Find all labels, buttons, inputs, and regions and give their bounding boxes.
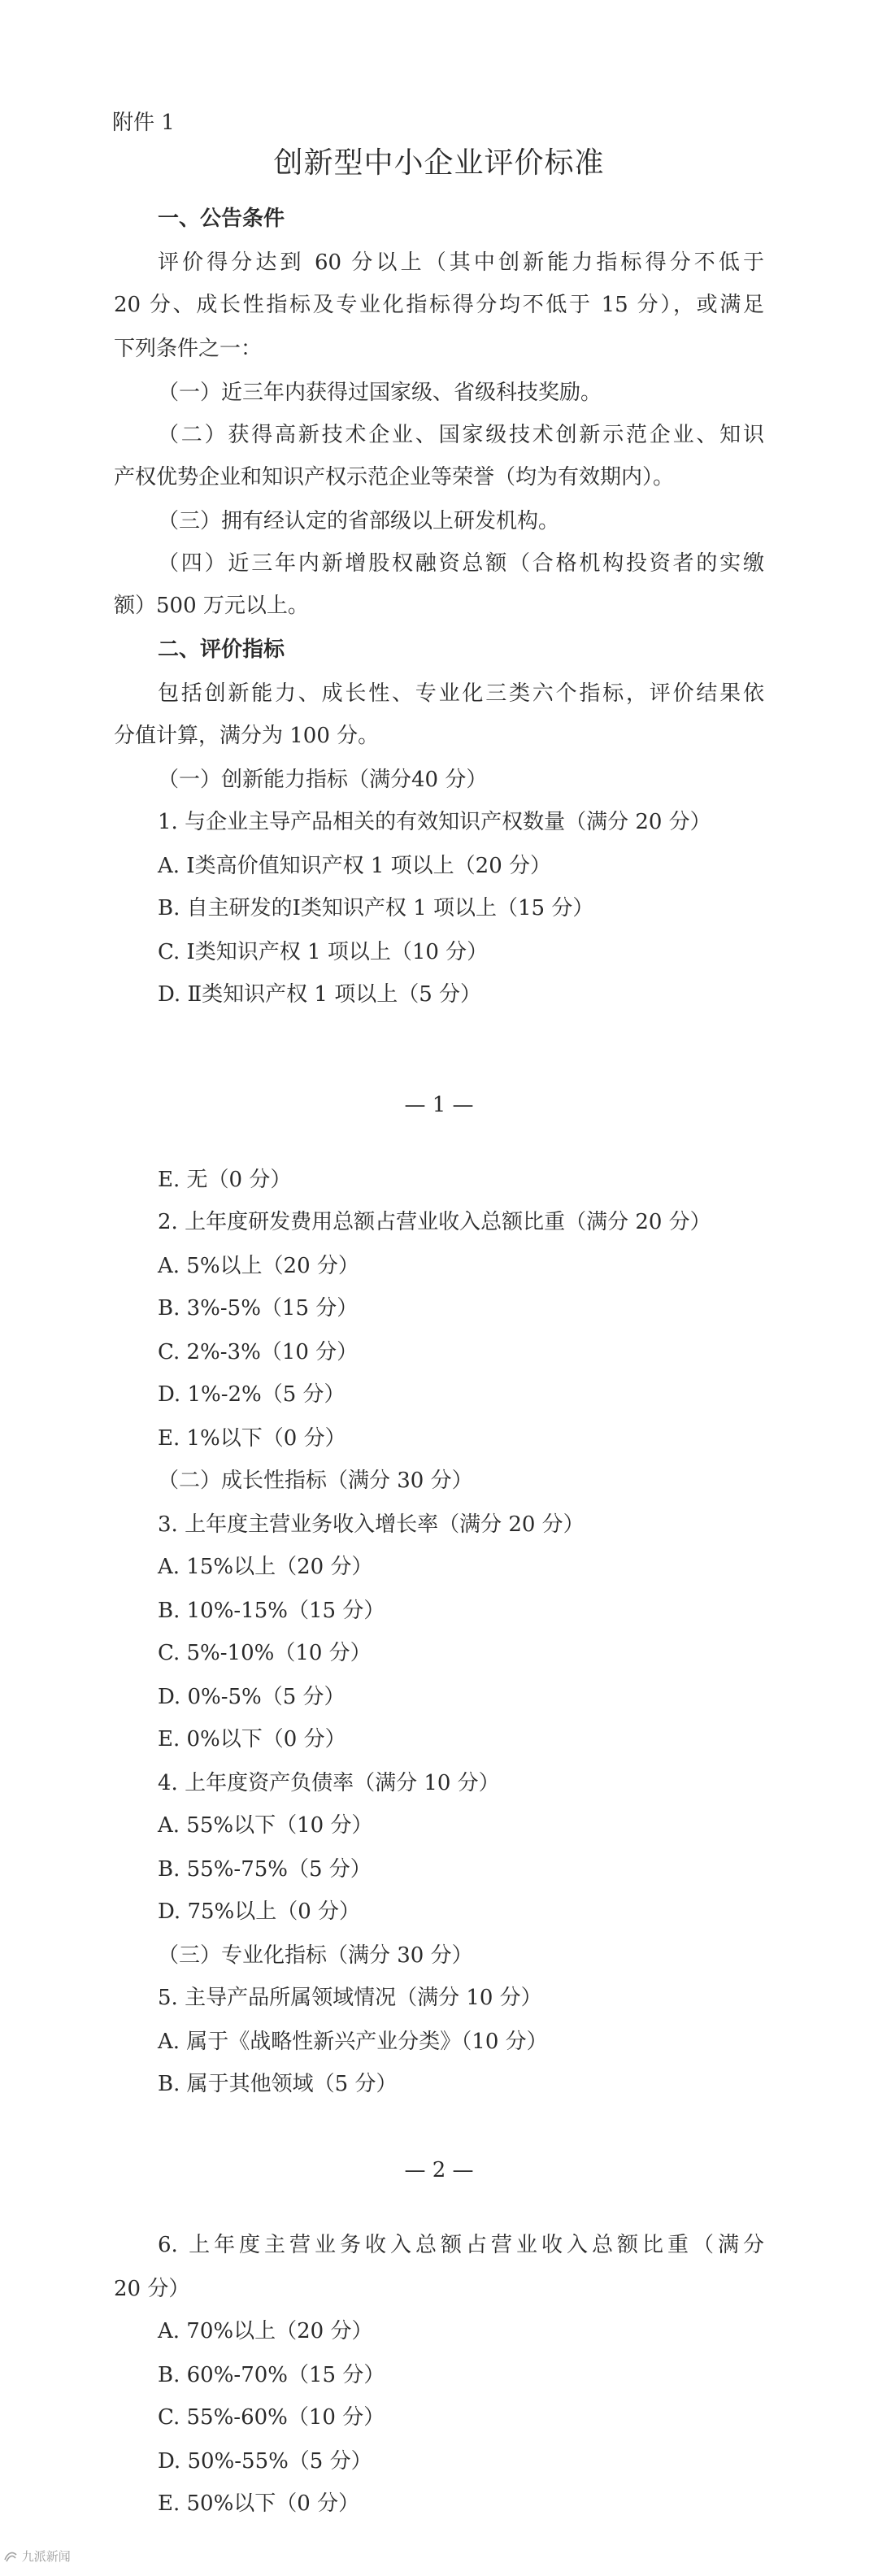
indicator-option: E. 无（0 分） <box>158 1168 292 1192</box>
indicator-option: C. 2%-3%（10 分） <box>158 1340 359 1364</box>
indicator-4-title: 4. 上年度资产负债率（满分 10 分） <box>158 1771 500 1795</box>
swirl-icon <box>3 2550 18 2563</box>
indicator-2-title: 2. 上年度研发费用总额占营业收入总额比重（满分 20 分） <box>158 1210 711 1234</box>
watermark-logo <box>3 2548 71 2565</box>
indicator-3-title: 3. 上年度主营业务收入增长率（满分 20 分） <box>158 1512 585 1537</box>
indicator-option: A. 70%以上（20 分） <box>158 2319 373 2343</box>
page-number: — 2 — <box>404 2158 474 2182</box>
paragraph-line: 分值计算，满分为 100 分。 <box>114 724 380 748</box>
condition-2-line: （二）获得高新技术企业、国家级技术创新示范企业、知识 <box>158 423 764 447</box>
indicator-option: C. 5%-10%（10 分） <box>158 1641 372 1665</box>
paragraph-line: 包括创新能力、成长性、专业化三类六个指标，评价结果依 <box>158 681 764 706</box>
condition-4-line: （四）近三年内新增股权融资总额（合格机构投资者的实缴 <box>158 551 764 576</box>
indicator-option: B. 55%-75%（5 分） <box>158 1857 372 1882</box>
indicator-option: A. Ⅰ类高价值知识产权 1 项以上（20 分） <box>158 854 551 878</box>
indicator-1-title: 1. 与企业主导产品相关的有效知识产权数量（满分 20 分） <box>158 810 711 834</box>
indicator-option: E. 0%以下（0 分） <box>158 1727 346 1751</box>
indicator-option: C. 55%-60%（10 分） <box>158 2405 385 2430</box>
indicator-option: A. 5%以上（20 分） <box>158 1254 359 1278</box>
category-growth: （二）成长性指标（满分 30 分） <box>158 1469 473 1493</box>
indicator-option: E. 50%以下（0 分） <box>158 2491 360 2516</box>
indicator-option: C. Ⅰ类知识产权 1 项以上（10 分） <box>158 940 489 964</box>
paragraph-line: 20 分、成长性指标及专业化指标得分均不低于 15 分），或满足 <box>114 293 764 317</box>
condition-3: （三）拥有经认定的省部级以上研发机构。 <box>158 509 560 533</box>
condition-4-line: 额）500 万元以上。 <box>114 594 309 618</box>
indicator-option: B. 3%-5%（15 分） <box>158 1296 359 1321</box>
indicator-option: D. 50%-55%（5 分） <box>158 2449 372 2474</box>
indicator-option: A. 15%以上（20 分） <box>158 1555 373 1579</box>
indicator-6-title-line: 6. 上年度主营业务收入总额占营业收入总额比重（满分 <box>158 2233 764 2257</box>
section-heading-indicators: 二、评价指标 <box>158 637 285 662</box>
category-specialization: （三）专业化指标（满分 30 分） <box>158 1943 473 1968</box>
indicator-5-title: 5. 主导产品所属领域情况（满分 10 分） <box>158 1986 542 2010</box>
section-heading-conditions: 一、公告条件 <box>158 207 285 231</box>
condition-2-line: 产权优势企业和知识产权示范企业等荣誉（均为有效期内）。 <box>114 465 675 490</box>
indicator-option: E. 1%以下（0 分） <box>158 1426 346 1451</box>
indicator-option: A. 55%以下（10 分） <box>158 1813 373 1838</box>
indicator-option: B. 自主研发的Ⅰ类知识产权 1 项以上（15 分） <box>158 896 594 920</box>
indicator-option: D. 1%-2%（5 分） <box>158 1382 346 1407</box>
watermark-text: 九派新闻 <box>21 2549 71 2564</box>
document-title: 创新型中小企业评价标准 <box>273 146 605 180</box>
indicator-option: D. Ⅱ类知识产权 1 项以上（5 分） <box>158 982 481 1007</box>
indicator-option: D. 75%以上（0 分） <box>158 1899 361 1924</box>
indicator-option: D. 0%-5%（5 分） <box>158 1685 346 1709</box>
indicator-6-title-line: 20 分） <box>114 2277 190 2301</box>
paragraph-line: 下列条件之一： <box>114 337 263 361</box>
indicator-option: B. 属于其他领域（5 分） <box>158 2072 398 2096</box>
page-number: — 1 — <box>404 1093 474 1117</box>
condition-1: （一）近三年内获得过国家级、省级科技奖励。 <box>158 381 602 405</box>
indicator-option: A. 属于《战略性新兴产业分类》（10 分） <box>158 2030 548 2054</box>
attachment-label: 附件 1 <box>112 111 175 135</box>
paragraph-line: 评价得分达到 60 分以上（其中创新能力指标得分不低于 <box>158 250 764 275</box>
indicator-option: B. 60%-70%（15 分） <box>158 2363 385 2387</box>
indicator-option: B. 10%-15%（15 分） <box>158 1599 385 1623</box>
category-innovation: （一）创新能力指标（满分40 分） <box>158 768 488 792</box>
